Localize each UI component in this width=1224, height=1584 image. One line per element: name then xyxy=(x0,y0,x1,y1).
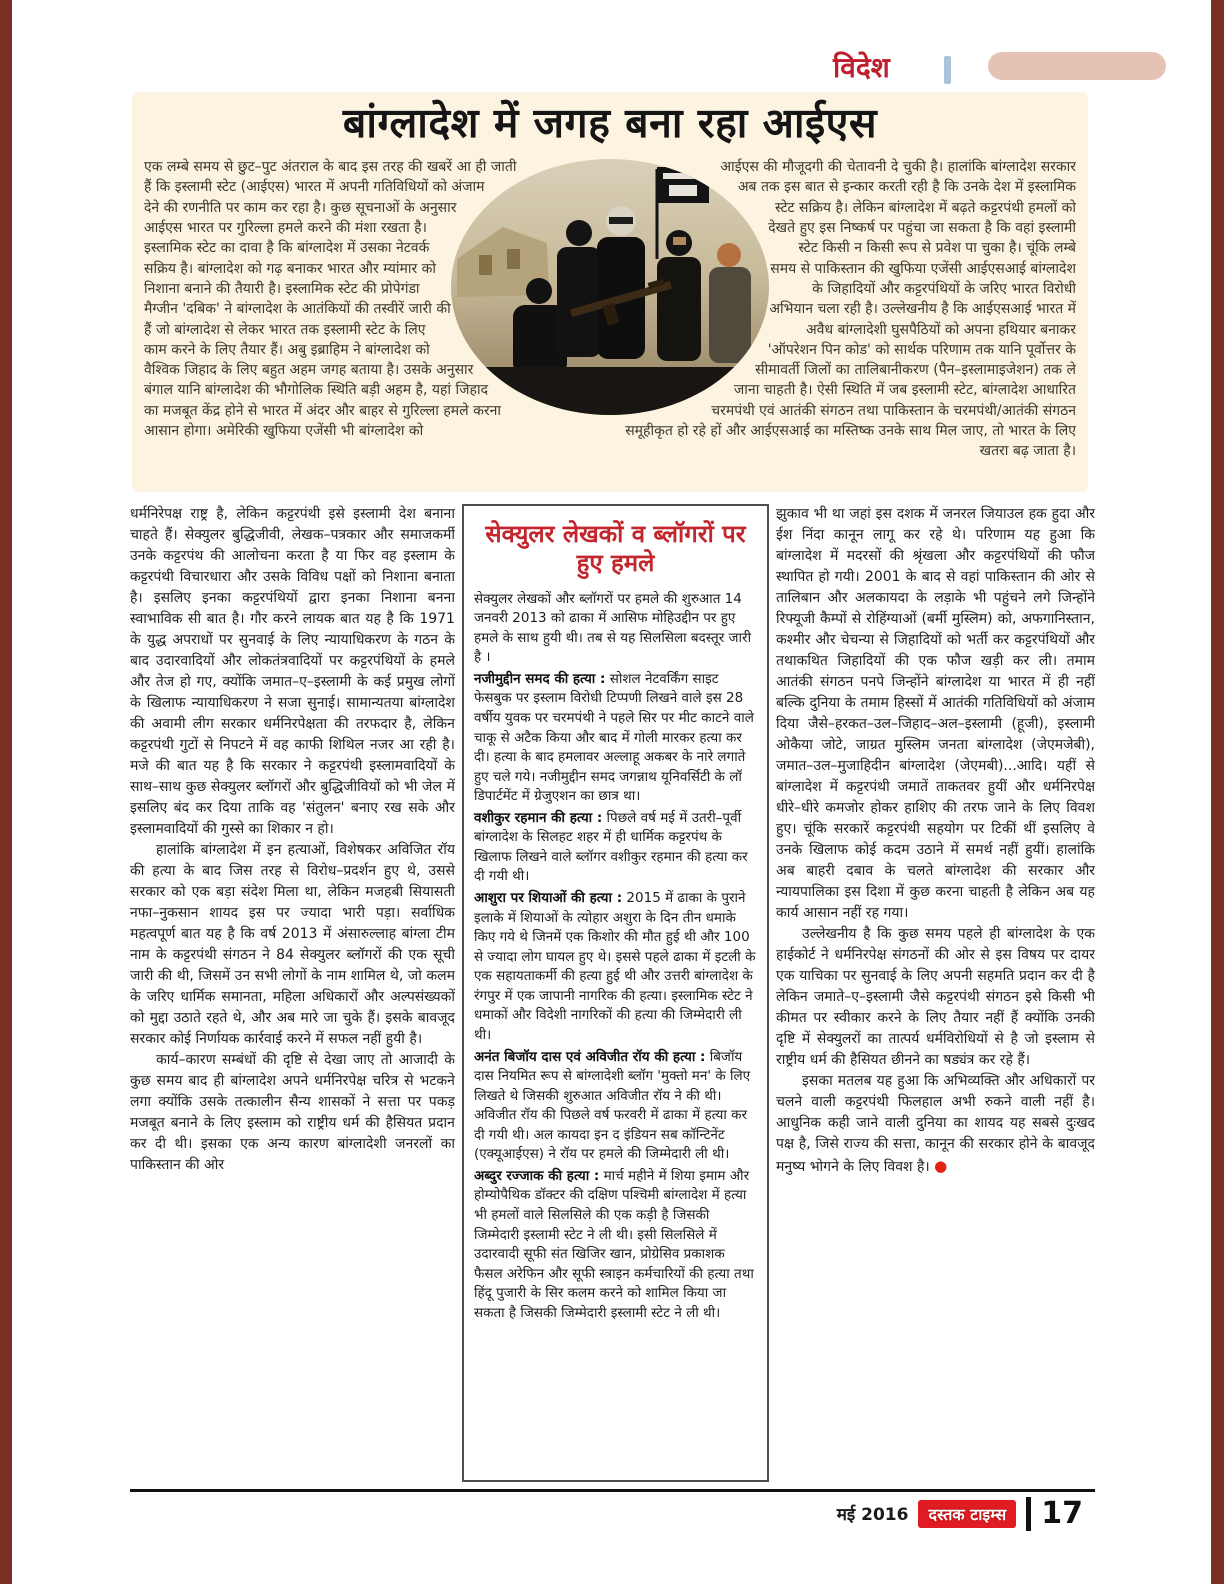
article-intro xyxy=(144,157,1076,487)
box-item-heading: वशीकुर रहमान की हत्या : xyxy=(473,809,603,826)
box-item-text: मार्च महीने में शिया इमाम और होम्योपैथिक डॉक्टर की दक्षिण पश्चिमी बांग्लादेश में हत्या भी हमलों वाले सिलसिले की एक कड़ी है जिसकी जिम्मेदारी इस्लामी स्टेट ने ली थी। इसी सिलसिले में उदारवादी सूफी संत खिजिर खान, प्रोग्रेसिव प्रकाशक फैसल अरेफिन और सूफी स्त्राइन कर्मचारियों की हत्या तथा हिंदू पुजारी के सिर कलम करने को शामिल किया जा सकता है जिसकी जिम्मेदारी इस्लामी स्टेट ने ली थी। xyxy=(473,1167,754,1321)
left-edge-strip xyxy=(0,0,12,1584)
box-item xyxy=(474,889,757,1046)
intro-right-text: आईएस की मौजूदगी की चेतावनी दे चुकी है। हालांकि बांग्लादेश सरकार अब तक इस बात से इन्कार करती रही है कि उनके देश में इस्लामिक स्टेट सक्रिय है। लेकिन बांग्लादेश में बढ़ते कट्टरपंथी हमलों को देखते हुए इस निष्कर्ष पर पहुंचा जा सकता है कि वहां इस्लामी स्टेट किसी न किसी रूप से प्रवेश पा चुका है। चूंकि लम्बे समय से पाकिस्तान की खुफिया एजेंसी आईएसआई बांग्लादेश के जिहादियों और कट्टरपंथियों के जरिए भारत विरोधी अभियान चला रही है। उल्लेखनीय है कि आईएसआई भारत में अवैध बांग्लादेशी घुसपैठियों को अपना हथियार बनाकर 'ऑपरेशन पिन कोड' को सार्थक परिणाम तक यानि पूर्वोत्तर के सीमावर्ती जिलों का तालिबानीकरण (पैन–इस्लामाइजेशन) तक ले जाना चाहती है। ऐसी स्थिति में जब इस्लामी स्टेट, बांग्लादेश आधारित चरमपंथी एवं आतंकी संगठन तथा पाकिस्तान के चरमपंथी/आतंकी संगठन समूहीकृत हो रहे हों और आईएसआई का मस्तिष्क उनके साथ मिल जाए, तो भारत के लिए खतरा बढ़ जाता है। xyxy=(625,159,1076,460)
body-paragraph xyxy=(776,1071,1095,1178)
header-pill xyxy=(988,52,1166,80)
section-label: विदेश xyxy=(833,51,890,84)
body-paragraph: कार्य–कारण सम्बंधों की दृष्टि से देखा जाए तो आजादी के कुछ समय बाद ही बांग्लादेश अपने धर्मनिरपेक्ष चरित्र से भटकने लगा क्योंकि उसके तत्कालीन सैन्य शासकों ने सत्ता पर पकड़ मजबूत बनाने के लिए इस्लाम को राष्ट्रीय धर्म की हैसियत प्रदान कर दी थी। इसका एक अन्य कारण बांग्लादेशी जनरलों का पाकिस्तान की ओर xyxy=(130,1052,455,1173)
box-item xyxy=(474,670,757,807)
militants-photo-illustration xyxy=(451,159,769,415)
box-item-text: सोशल नेटवर्किंग साइट फेसबुक पर इस्लाम विरोधी टिप्पणी लिखने वाले इस 28 वर्षीय युवक पर चरमपंथी ने पहले सिर पर मीट काटने वाले चाकू से अटैक किया और बाद में गोली मारकर हत्या कर दी। हत्या के बाद हमलावर अल्लाहू अकबर के नारे लगाते हुए चले गये। नजीमुद्दीन समद जगन्नाथ यूनिवर्सिटी के लॉ डिपार्टमेंट में ग्रेजुएशन का छात्र था। xyxy=(473,670,754,805)
header-divider-bar xyxy=(944,56,951,84)
box-intro: सेक्युलर लेखकों और ब्लॉगरों पर हमले की शुरुआत 14 जनवरी 2013 को ढाका में आसिफ मोहिउद्दीन पर हुए हमले के साथ हुयी थी। तब से यह सिलसिला बदस्तूर जारी है । xyxy=(473,590,752,666)
box-item-heading: अब्दुर रज्जाक की हत्या : xyxy=(473,1167,600,1184)
footer-date: मई 2016 xyxy=(836,1505,909,1525)
box-item xyxy=(474,809,757,887)
sidebar-box-body xyxy=(474,590,757,1324)
body-paragraph-text: इसका मतलब यह हुआ कि अभिव्यक्ति और अधिकारों पर चलने वाली कट्टरपंथी फिलहाल अभी रुकने वाली नहीं है। आधुनिक कही जाने वाली दुनिया का शायद यह सबसे दुःखद पक्ष है, जिसे राज्य की सत्ता, कानून की सरकार होने के बावजूद मनुष्य भोगने के लिए विवश है। xyxy=(776,1073,1095,1175)
footer xyxy=(130,1496,1095,1531)
militants-photo xyxy=(451,159,769,415)
body-paragraph: हालांकि बांग्लादेश में इन हत्याओं, विशेषकर अविजित रॉय की हत्या के बाद जिस तरह से विरोध–प्रदर्शन हुए थे, उससे सरकार को एक बड़ा संदेश मिला था, लेकिन मजहबी सियासती नफा–नुकसान शायद इस पर ज्यादा भारी पड़ा। सर्वाधिक महत्वपूर्ण बात यह है कि वर्ष 2013 में अंसारुल्लाह बांग्ला टीम नाम के कट्टरपंथी संगठन ने 84 सेक्युलर ब्लॉगरों की एक सूची जारी की थी, जिसमें उन सभी लोगों के नाम शामिल थे, जो कलम के जरिए धार्मिक समानता, महिला अधिकारों और अल्पसंख्यकों को मुद्दा उठाते रहते थे, और अब मारे जा चुके हैं। इसके बावजूद सरकार कोई निर्णायक कार्रवाई करने में सफल नहीं हुयी है। xyxy=(130,842,455,1047)
sidebar-box xyxy=(462,504,769,1482)
body-left-column xyxy=(130,504,455,1482)
box-item-heading: अनंत बिजॉय दास एवं अविजीत रॉय की हत्या : xyxy=(473,1048,706,1065)
box-item xyxy=(474,1048,757,1165)
article-end-dot: ● xyxy=(934,1157,948,1175)
body-paragraph: झुकाव भी था जहां इस दशक में जनरल जियाउल हक हुदा और ईश निंदा कानून लागू कर रहे थे। परिणाम यह हुआ कि बांग्लादेश में मदरसों की श्रृंखला और कट्टरपंथियों की फौज स्थापित हो गयी। 2001 के बाद से वहां पाकिस्तान की ओर से तालिबान और अलकायदा के लड़ाके भी पहुंचने लगे जिन्होंने रिफ्यूजी कैम्पों से रोहिंग्याओं (बर्मी मुस्लिम) को, अफगानिस्तान, कश्मीर और चेचन्या से जिहादियों को भर्ती कर कट्टरपंथियों और तथाकथित जिहादियों की एक फौज खड़ी कर ली। तमाम आतंकी संगठन पनपे जिन्होंने बांग्लादेश या भारत में ही नहीं बल्कि दुनिया के तमाम हिस्सों में आतंकी गतिविधियों को अंजाम दिया जैसे–हरकत–उल–जिहाद–अल–इस्लामी (हूजी), इस्लामी ओकैया जोटे, जाग्रत मुस्लिम जनता बांग्लादेश (जेएमजेबी), जमात–उल–मुजाहिदीन बांग्लादेश (जेएमबी)...आदि। यहीं से बांग्लादेश में कट्टरपंथी जमातें ताकतवर हुयीं और धर्मनिरपेक्ष धीरे–धीरे कमजोर होकर हाशिए की तरफ जाने के लिए विवश हुए। चूंकि सरकारें कट्टरपंथी सहयोग पर टिकीं थीं इसलिए वे उनके खिलाफ कोई कदम उठाने में समर्थ नहीं हुयीं। हालांकि अब बाहरी दबाव के चलते बांग्लादेश की सरकार और न्यायपालिका इस दिशा में कुछ करना चाहती है लेकिन अब यह कार्य आसान नहीं रह गया। xyxy=(776,506,1095,921)
body-paragraph: उल्लेखनीय है कि कुछ समय पहले ही बांग्लादेश के एक हाईकोर्ट ने धर्मनिरपेक्ष संगठनों की ओर से इस विषय पर दायर एक याचिका पर सुनवाई के लिए अपनी सहमति प्रदान कर दी है लेकिन जमाते–ए–इस्लामी जैसे कट्टरपंथी संगठन इसे किसी भी कीमत पर स्वीकार करने के लिए तैयार नहीं हैं क्योंकि उनकी दृष्टि में सेक्युलरों का तात्पर्य धर्मविरोधियों से है जो इस्लाम से राष्ट्रीय धर्म की हैसियत छीनने का षड्यंत्र कर रहे हैं। xyxy=(776,926,1095,1068)
box-item xyxy=(474,1167,757,1324)
box-item-text: 2015 में ढाका के पुराने इलाके में शियाओं के त्योहार अशुरा के दिन तीन धमाके किए गये थे जिनमें एक किशोर की मौत हुई थी और 100 से ज्यादा लोग घायल हुए थे। इससे पहले ढाका में इटली के एक सहायताकर्मी की हत्या हुई थी और उत्तरी बांग्लादेश के रंगपुर में एक जापानी नागरिक की हत्या। इस्लामिक स्टेट ने धमाकों और विदेशी नागरिकों की हत्या की जिम्मेदारी ली थी। xyxy=(473,890,756,1043)
feature-block xyxy=(132,92,1088,492)
body-right-column xyxy=(776,504,1095,1482)
box-item-text: पिछले वर्ष मई में उतरी–पूर्वी बांग्लादेश के सिलहट शहर में ही धार्मिक कट्टरपंथ के खिलाफ लिखने वाले ब्लॉगर वशीकुर रहमान की हत्या कर दी गयी थी। xyxy=(473,809,748,885)
right-edge-strip xyxy=(1211,0,1224,1584)
footer-divider-bar xyxy=(1026,1497,1031,1531)
body-paragraph: धर्मनिरेपक्ष राष्ट्र है, लेकिन कट्टरपंथी इसे इस्लामी देश बनाना चाहते हैं। सेक्युलर बुद्धिजीवी, लेखक–पत्रकार और समाजकर्मी उनके कट्टरपंथ की आलोचना करता है या फिर वह इस्लाम के कट्टरपंथी विचारधारा और उसके विविध पक्षों को निशाना बनाता है। इसलिए इनका कट्टरपंथियों द्वारा इनका निशाना बनना स्वाभाविक सी बात है। गौर करने लायक बात यह है कि 1971 के युद्ध अपराधों पर सुनवाई के लिए न्यायाधिकरण के गठन के बाद उदारवादियों और लोकतंत्रवादियों पर कट्टरपंथियों के हमले और तेज हो गए, क्योंकि जमात–ए–इस्लामी के कई प्रमुख लोगों के खिलाफ न्यायाधिकरण ने सजा सुनाई। सामान्यतया बांग्लादेश की अवामी लीग सरकार धर्मनिरपेक्षता की तरफदार है, लेकिन कट्टरपंथी गुटों से निपटने में वह काफी शिथिल नजर आ रही है। मजे की बात यह है कि सरकार ने कट्टरपंथी इस्लामवादियों के साथ–साथ कुछ सेक्युलर ब्लॉगरों और बुद्धिजीवियों को भी जेल में इसलिए बंद कर दिया ताकि वह 'संतुलन' बनाए रख सके और इस्लामवादियों की गुस्से का शिकार न हो। xyxy=(130,506,455,837)
box-item-heading: आशुरा पर शियाओं की हत्या : xyxy=(473,890,623,907)
page-number: 17 xyxy=(1041,1496,1083,1531)
article-headline: बांग्लादेश में जगह बना रहा आईएस xyxy=(342,99,878,147)
box-item-text: बिजॉय दास नियमित रूप से बांग्लादेशी ब्लॉग 'मुक्तो मन' के लिए लिखते थे जिसकी शुरुआत अविजीत रॉय ने की थी। अविजीत रॉय की पिछले वर्ष फरवरी में ढाका में हत्या कर दी गयी थी। अल कायदा इन द इंडियन सब कॉन्टिनेंट (एक्यूआईएस) ने रॉय पर हमले की जिम्मेदारी ली थी। xyxy=(473,1048,751,1163)
box-item-heading: नजीमुद्दीन समद की हत्या : xyxy=(473,670,606,687)
body-columns xyxy=(130,504,1095,1482)
intro-left-text: एक लम्बे समय से छुट–पुट अंतराल के बाद इस तरह की खबरें आ ही जाती हैं कि इस्लामी स्टेट (आईएस) भारत में अपनी गतिविधियों को अंजाम देने की रणनीति पर काम कर रहा है। कुछ सूचनाओं के अनुसार आईएस भारत पर गुरिल्ला हमले करने की मंशा रखता है। इस्लामिक स्टेट का दावा है कि बांग्लादेश में उसका नेटवर्क सक्रिय है। बांग्लादेश को गढ़ बनाकर भारत और म्यांमार को निशाना बनाने की तैयारी है। इस्लामिक स्टेट की प्रोपेगंडा मैग्जीन 'दबिक' ने बांग्लादेश के आतंकियों की तस्वीरें जारी की हैं जो बांग्लादेश से लेकर भारत तक इस्लामी स्टेट के लिए काम करने के लिए तैयार हैं। अबु इब्राहिम ने बांग्लादेश को वैश्विक जिहाद के लिए बहुत अहम जगह बताया है। उसके अनुसार बंगाल यानि बांग्लादेश की भौगोलिक स्थिति बड़ी अहम है, यहां जिहाद का मजबूत केंद्र होने से भारत में अंदर और बाहर से गुरिल्ला हमले करना आसान होगा। अमेरिकी खुफिया एजेंसी भी बांग्लादेश को xyxy=(144,159,517,439)
publication-logo: दस्तक टाइम्स xyxy=(918,1500,1016,1528)
sidebar-box-title: सेक्युलर लेखकों व ब्लॉगरों पर हुए हमले xyxy=(485,520,746,577)
footer-rule xyxy=(130,1489,1095,1492)
